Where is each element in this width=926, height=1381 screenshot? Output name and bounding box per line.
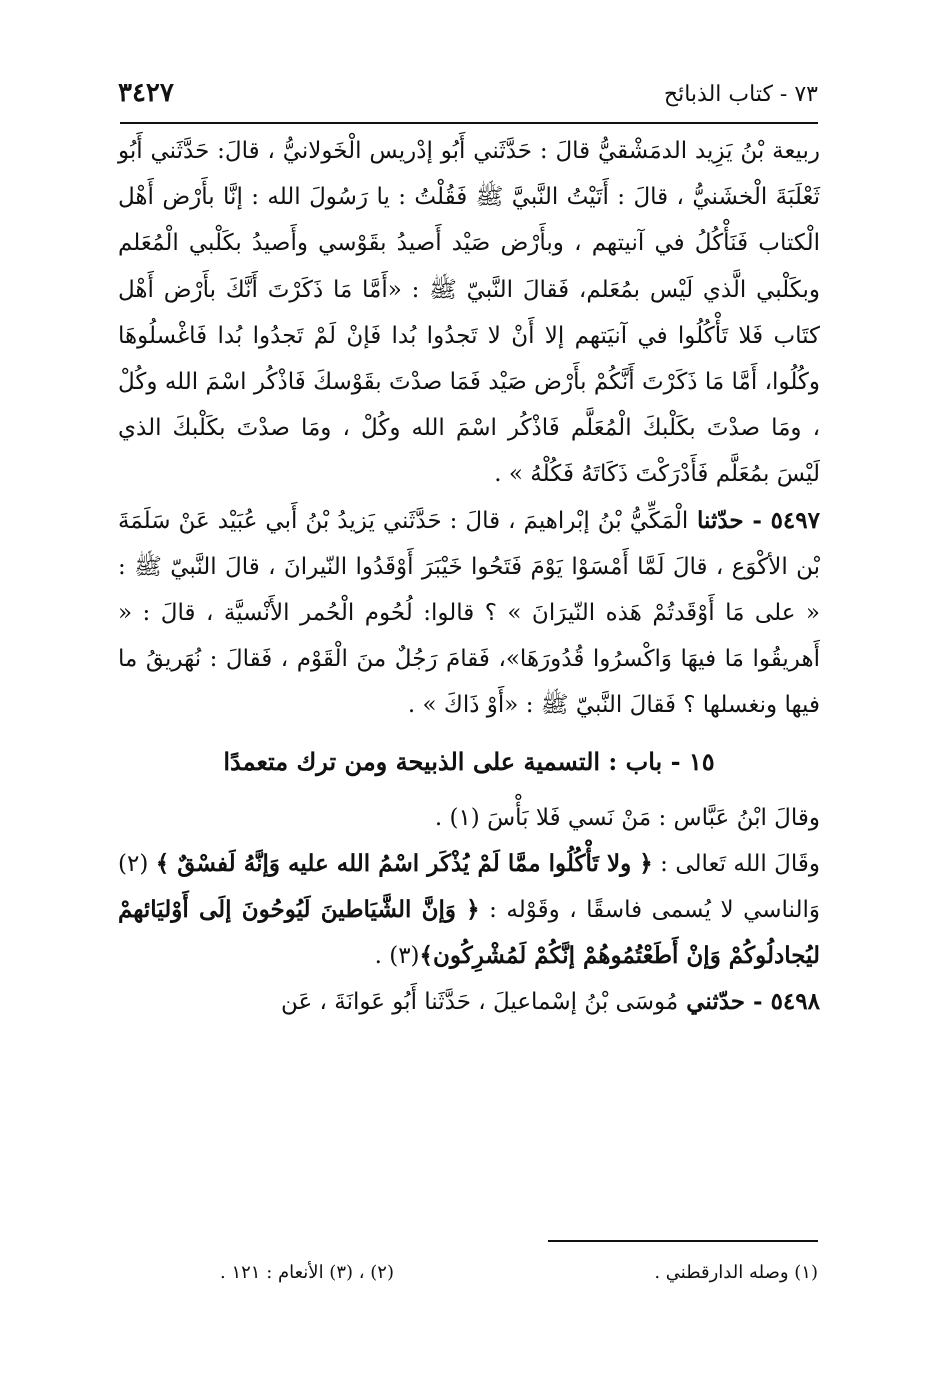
footnotes <box>220 1262 818 1292</box>
ibn-abbas-saying: وقالَ ابْنُ عَبَّاس : مَنْ نَسي فَلا بَأْسَ (١) . <box>434 804 820 831</box>
footnote-2-3: (٢) ، (٣) الأنعام : ١٢١ . <box>220 1262 394 1283</box>
hadith-5497 <box>118 498 820 729</box>
page-body <box>118 128 820 1026</box>
hadith-text: مُوسَى بْنُ إسْماعيلَ ، حَدَّثَنا أَبُو عَوانَةَ ، عَن <box>280 989 679 1016</box>
quote-end: (٣) . <box>374 943 420 970</box>
page-number: ٣٤٢٧ <box>118 78 174 108</box>
quote-lead: وقَالَ الله تَعالى : <box>652 850 820 877</box>
page-header <box>118 78 818 118</box>
hadith-lead: - حدّثني <box>678 988 771 1016</box>
hadith-text-continued: ربيعة بْنُ يَزِيد الدمَشْقيُّ قالَ : حَدَّثَني أَبُو إدْريس الْخَولانيُّ ، قالَ: حَدَّثَني أَبُو ثَعْلَبَةَ الْخشَنيُّ ، قالَ : أَتَيْتُ النَّبيَّ ﷺ فَقُلْتُ : يا رَسُولَ الله : إنَّا بأَرْض أَهْل الْكتاب فَنَأْكُلُ في آنيتهم ، وبأَرْض صَيْد أَصيدُ بقَوْسي وأَصيدُ بكَلْبي الْمُعَلم وبكَلْبي الَّذي لَيْس بمُعَلم، فَقالَ النَّبيّ ﷺ : «أَمَّا مَا ذَكَرْتَ أَنَّكَ بأَرْض أَهْل كتَاب فَلا تَأْكُلُوا في آنيَتهم إلا أَنْ لا تَجدُوا بُدا فَإنْ لَمْ تَجدُوا بُدا فَاغْسلُوهَا وكُلُوا، أَمَّا مَا ذَكَرْتَ أَنَّكُمْ بأَرْض صَيْد فَمَا صدْتَ بقَوْسكَ فَاذْكُر اسْمَ الله وكُلْ ، ومَا صدْتَ بكَلْبكَ الْمُعَلَّم فَاذْكُر اسْمَ الله وكُلْ ، ومَا صدْتَ بكَلْبكَ الذي لَيْسَ بمُعَلَّم فَأَدْرَكْتَ ذَكَاتَهُ فَكُلْهُ » . <box>118 138 820 488</box>
quote-mid: (٢) وَالناسي لا يُسمى فاسقًا ، وقَوْله : <box>118 850 821 924</box>
chapter-title: ٧٣ - كتاب الذبائح <box>663 82 818 107</box>
hadith-text: الْمَكِّيُّ بْنُ إبْراهيمَ ، قالَ : حَدَّثَني يَزيدُ بْنُ أَبي عُبَيْد عَنْ سَلَمَةَ بْن الأكْوَع ، قالَ لَمَّا أَمْسَوْا يَوْمَ فَتَحُوا خَيْبَرَ أَوْقَدُوا النّيرانَ ، قالَ النَّبيّ ﷺ : « على مَا أَوْقَدتُمْ هَذه النّيرَانَ » ؟ قالوا: لُحُوم الْحُمر الأَنْسيَّة ، قالَ : « أَهريقُوا مَا فيهَا وَاكْسرُوا قُدُورَهَا»، فَقامَ رَجُلٌ منَ الْقَوْم ، فَقالَ : نُهَريقُ ما فيها ونغسلها ؟ فَقالَ النَّبيّ ﷺ : «أَوْ ذَاكَ » . <box>118 507 820 719</box>
footnote-divider <box>548 1240 818 1242</box>
header-divider <box>120 122 818 124</box>
quran-verse-1: ﴿ ولا تَأْكُلُوا ممَّا لَمْ يُذْكَر اسْمُ الله عليه وَإنَّهُ لَفسْقٌ ﴾ <box>155 849 653 877</box>
footnote-1: (١) وصله الدارقطني . <box>654 1262 818 1283</box>
hadith-5498 <box>118 979 820 1025</box>
hadith-number: ٥٤٩٨ <box>770 988 820 1016</box>
chapter-heading: ١٥ - باب : التسمية على الذبيحة ومن ترك متعمدًا <box>223 746 715 776</box>
hadith-lead: - حدّثنا <box>688 506 771 534</box>
quran-quote-paragraph <box>118 841 820 980</box>
hadith-number: ٥٤٩٧ <box>770 506 820 534</box>
quran-verse-2: ﴿ وَإنَّ الشَّيَاطينَ لَيُوحُونَ إلَى أَوْليَائهمْ ليُجادلُوكُمْ وَإنْ أَطَعْتُمُوهُمْ إنَّكُمْ لَمُشْرِكُون﴾ <box>118 896 820 970</box>
